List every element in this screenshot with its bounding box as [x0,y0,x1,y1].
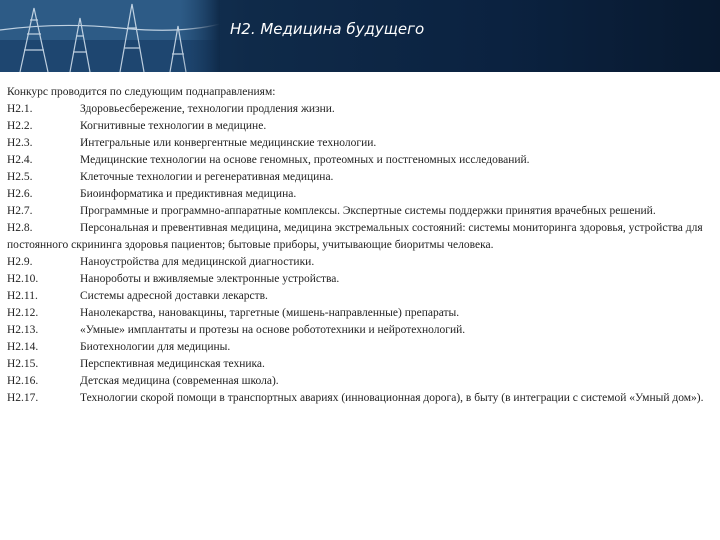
item-code: Н2.4. [7,154,33,166]
list-item [7,152,713,169]
list-item [7,118,713,135]
list-item [7,220,713,254]
item-text: Детская медицина (современная школа). [80,375,279,387]
item-code: Н2.7. [7,205,33,217]
list-item [7,271,713,288]
list-item [7,101,713,118]
item-code: Н2.2. [7,120,33,132]
item-text: Нанороботы и вживляемые электронные устройства. [80,273,340,285]
item-text: Интегральные или конвергентные медицинские технологии. [80,137,377,149]
list-item [7,390,713,407]
item-code: Н2.15. [7,358,39,370]
item-text: Медицинские технологии на основе геномных, протеомных и постгеномных исследований. [80,154,530,166]
item-code: Н2.1. [7,103,33,115]
item-text: «Умные» имплантаты и протезы на основе робототехники и нейротехнологий. [80,324,466,336]
item-code: Н2.8. [7,222,33,234]
list-item [7,373,713,390]
item-text: Когнитивные технологии в медицине. [80,120,267,132]
item-code: Н2.9. [7,256,33,268]
item-text: Биоинформатика и предиктивная медицина. [80,188,297,200]
item-text: Клеточные технологии и регенеративная медицина. [80,171,334,183]
list-item [7,322,713,339]
document-body [7,84,713,407]
item-text: Персональная и превентивная медицина, медицина экстремальных состояний: системы мониторинга здоровья, устройства для постоянного скрининга здоровья пациентов; бытовые приборы, учитывающие биоритмы человека. [7,222,703,251]
list-item [7,135,713,152]
list-item [7,288,713,305]
list-item [7,254,713,271]
list-item [7,339,713,356]
item-code: Н2.11. [7,290,38,302]
list-item [7,356,713,373]
item-code: Н2.16. [7,375,39,387]
list-item [7,186,713,203]
list-item [7,305,713,322]
item-text: Системы адресной доставки лекарств. [80,290,268,302]
list-item [7,169,713,186]
item-code: Н2.5. [7,171,33,183]
item-text: Здоровьесбережение, технологии продления жизни. [80,103,335,115]
item-text: Программные и программно-аппаратные комплексы. Экспертные системы поддержки принятия врачебных решений. [80,205,656,217]
item-text: Технологии скорой помощи в транспортных авариях (инновационная дорога), в быту (в интеграции с системой «Умный дом»). [80,392,704,404]
item-code: Н2.10. [7,273,39,285]
item-text: Нанолекарства, нановакцины, таргетные (мишень-направленные) препараты. [80,307,460,319]
item-text: Наноустройства для медицинской диагностики. [80,256,315,268]
intro-text: Конкурс проводится по следующим поднаправлениям: [7,86,276,98]
item-text: Биотехнологии для медицины. [80,341,231,353]
item-code: Н2.13. [7,324,39,336]
item-code: Н2.3. [7,137,33,149]
industrial-towers-image [0,0,220,72]
subdirection-list [7,101,713,407]
slide-title: Н2. Медицина будущего [230,20,425,38]
list-item [7,203,713,220]
slide-header [0,0,720,72]
item-text: Перспективная медицинская техника. [80,358,265,370]
item-code: Н2.14. [7,341,39,353]
item-code: Н2.12. [7,307,39,319]
item-code: Н2.17. [7,392,39,404]
item-code: Н2.6. [7,188,33,200]
